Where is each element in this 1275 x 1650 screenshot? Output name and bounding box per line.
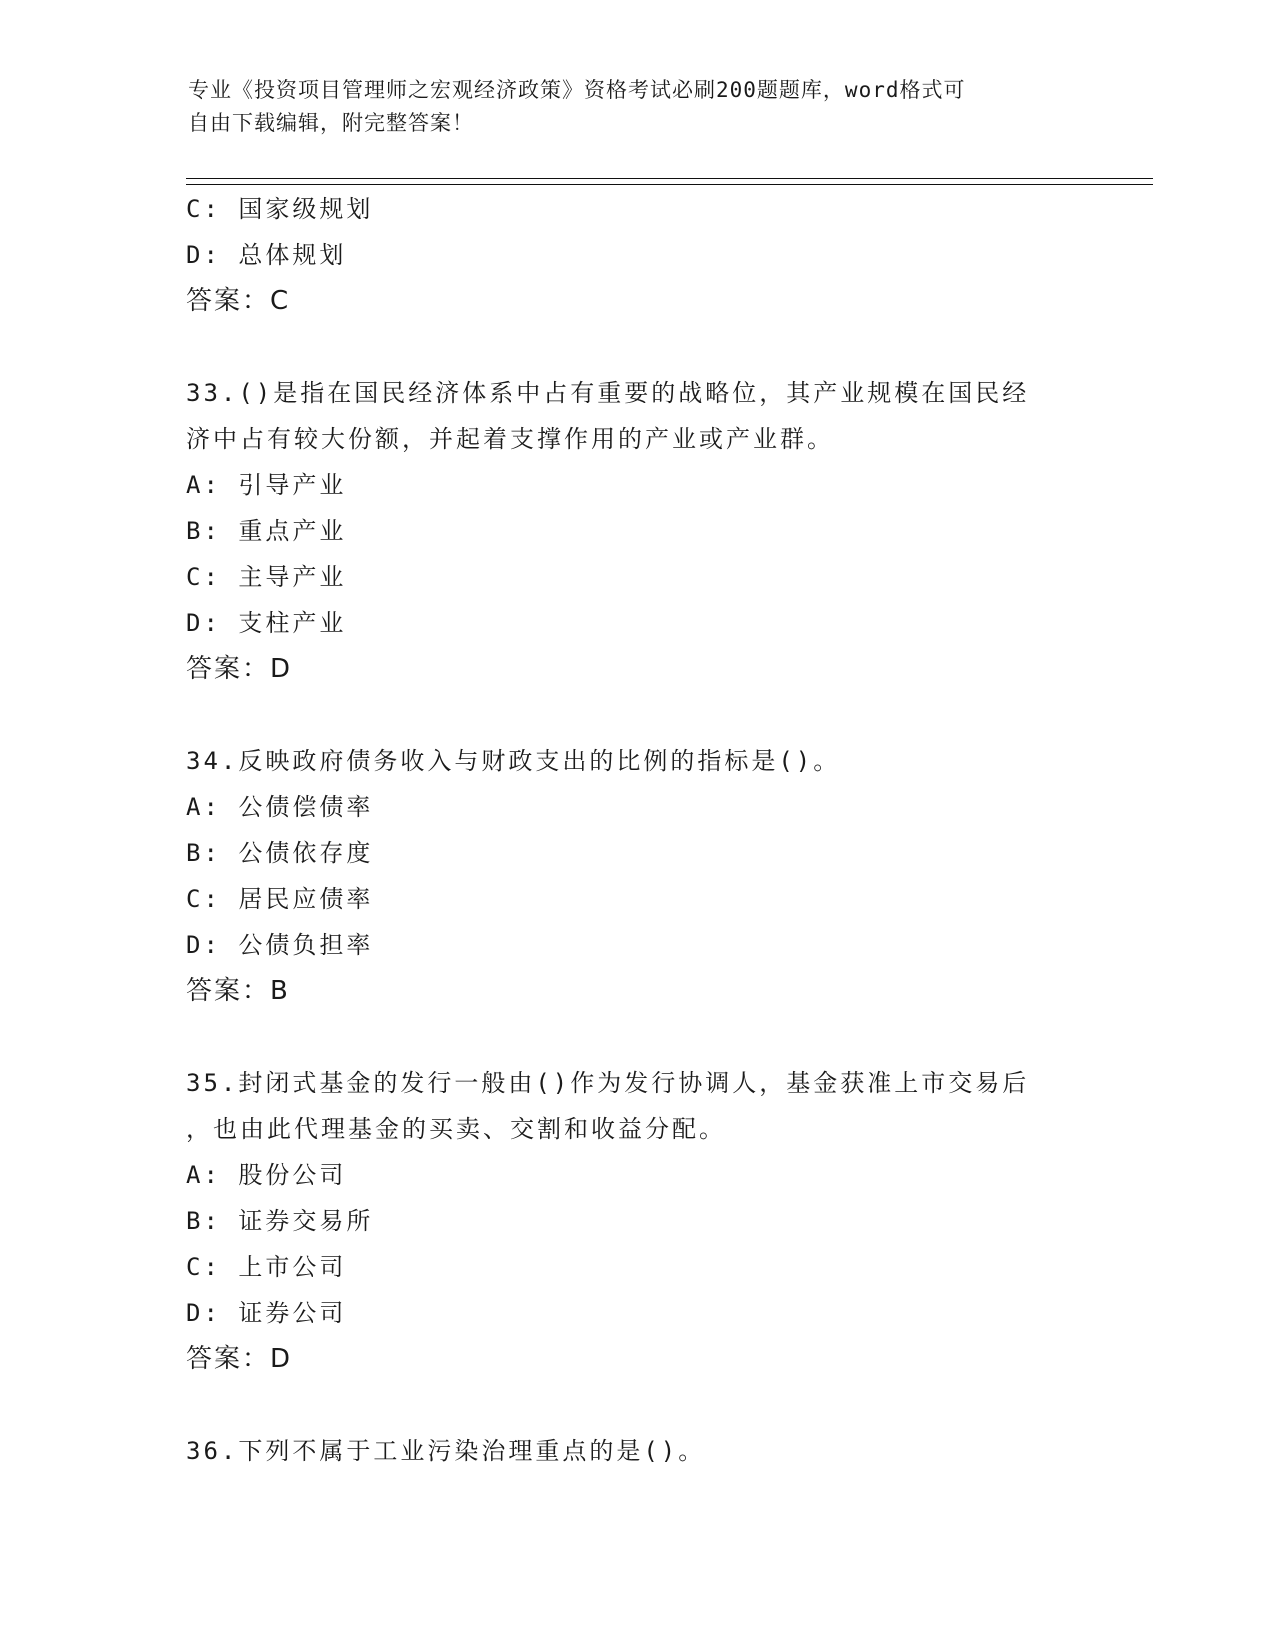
question-33 [186, 370, 1086, 692]
question-text-line: 济中占有较大份额，并起着支撑作用的产业或产业群。 [186, 425, 834, 453]
option-d: D: 公债负担率 [186, 931, 374, 959]
header-divider [186, 178, 1153, 185]
option-b: B: 证券交易所 [186, 1207, 374, 1235]
header-line-1: 专业《投资项目管理师之宏观经济政策》资格考试必刷200题题库，word格式可 [188, 78, 966, 102]
answer-line: 答案：D [186, 1344, 293, 1374]
option-d: D: 支柱产业 [186, 609, 347, 637]
question-content [186, 186, 1086, 1474]
option-a: A: 公债偿债率 [186, 793, 374, 821]
question-text-line: 36.下列不属于工业污染治理重点的是()。 [186, 1437, 706, 1465]
option-a: A: 引导产业 [186, 471, 347, 499]
question-text-line: ，也由此代理基金的买卖、交割和收益分配。 [186, 1115, 726, 1143]
question-text-line: 34.反映政府债务收入与财政支出的比例的指标是()。 [186, 747, 841, 775]
question-35 [186, 1060, 1086, 1382]
option-c: C: 国家级规划 [186, 195, 374, 223]
question-text-line: 35.封闭式基金的发行一般由()作为发行协调人，基金获准上市交易后 [186, 1069, 1030, 1097]
option-c: C: 主导产业 [186, 563, 347, 591]
option-b: B: 重点产业 [186, 517, 347, 545]
spacer [186, 1382, 1086, 1428]
question-34 [186, 738, 1086, 1014]
option-c: C: 居民应债率 [186, 885, 374, 913]
previous-question-tail [186, 186, 1086, 324]
option-a: A: 股份公司 [186, 1161, 347, 1189]
option-d: D: 证券公司 [186, 1299, 347, 1327]
page-header [188, 74, 1068, 140]
option-d: D: 总体规划 [186, 241, 347, 269]
spacer [186, 692, 1086, 738]
header-line-2: 自由下载编辑，附完整答案！ [188, 111, 474, 135]
answer-line: 答案：D [186, 654, 293, 684]
question-36 [186, 1428, 1086, 1474]
answer-line: 答案：C [186, 286, 291, 316]
spacer [186, 1014, 1086, 1060]
option-b: B: 公债依存度 [186, 839, 374, 867]
answer-line: 答案：B [186, 976, 290, 1006]
option-c: C: 上市公司 [186, 1253, 347, 1281]
question-text-line: 33.()是指在国民经济体系中占有重要的战略位，其产业规模在国民经 [186, 379, 1030, 407]
spacer [186, 324, 1086, 370]
